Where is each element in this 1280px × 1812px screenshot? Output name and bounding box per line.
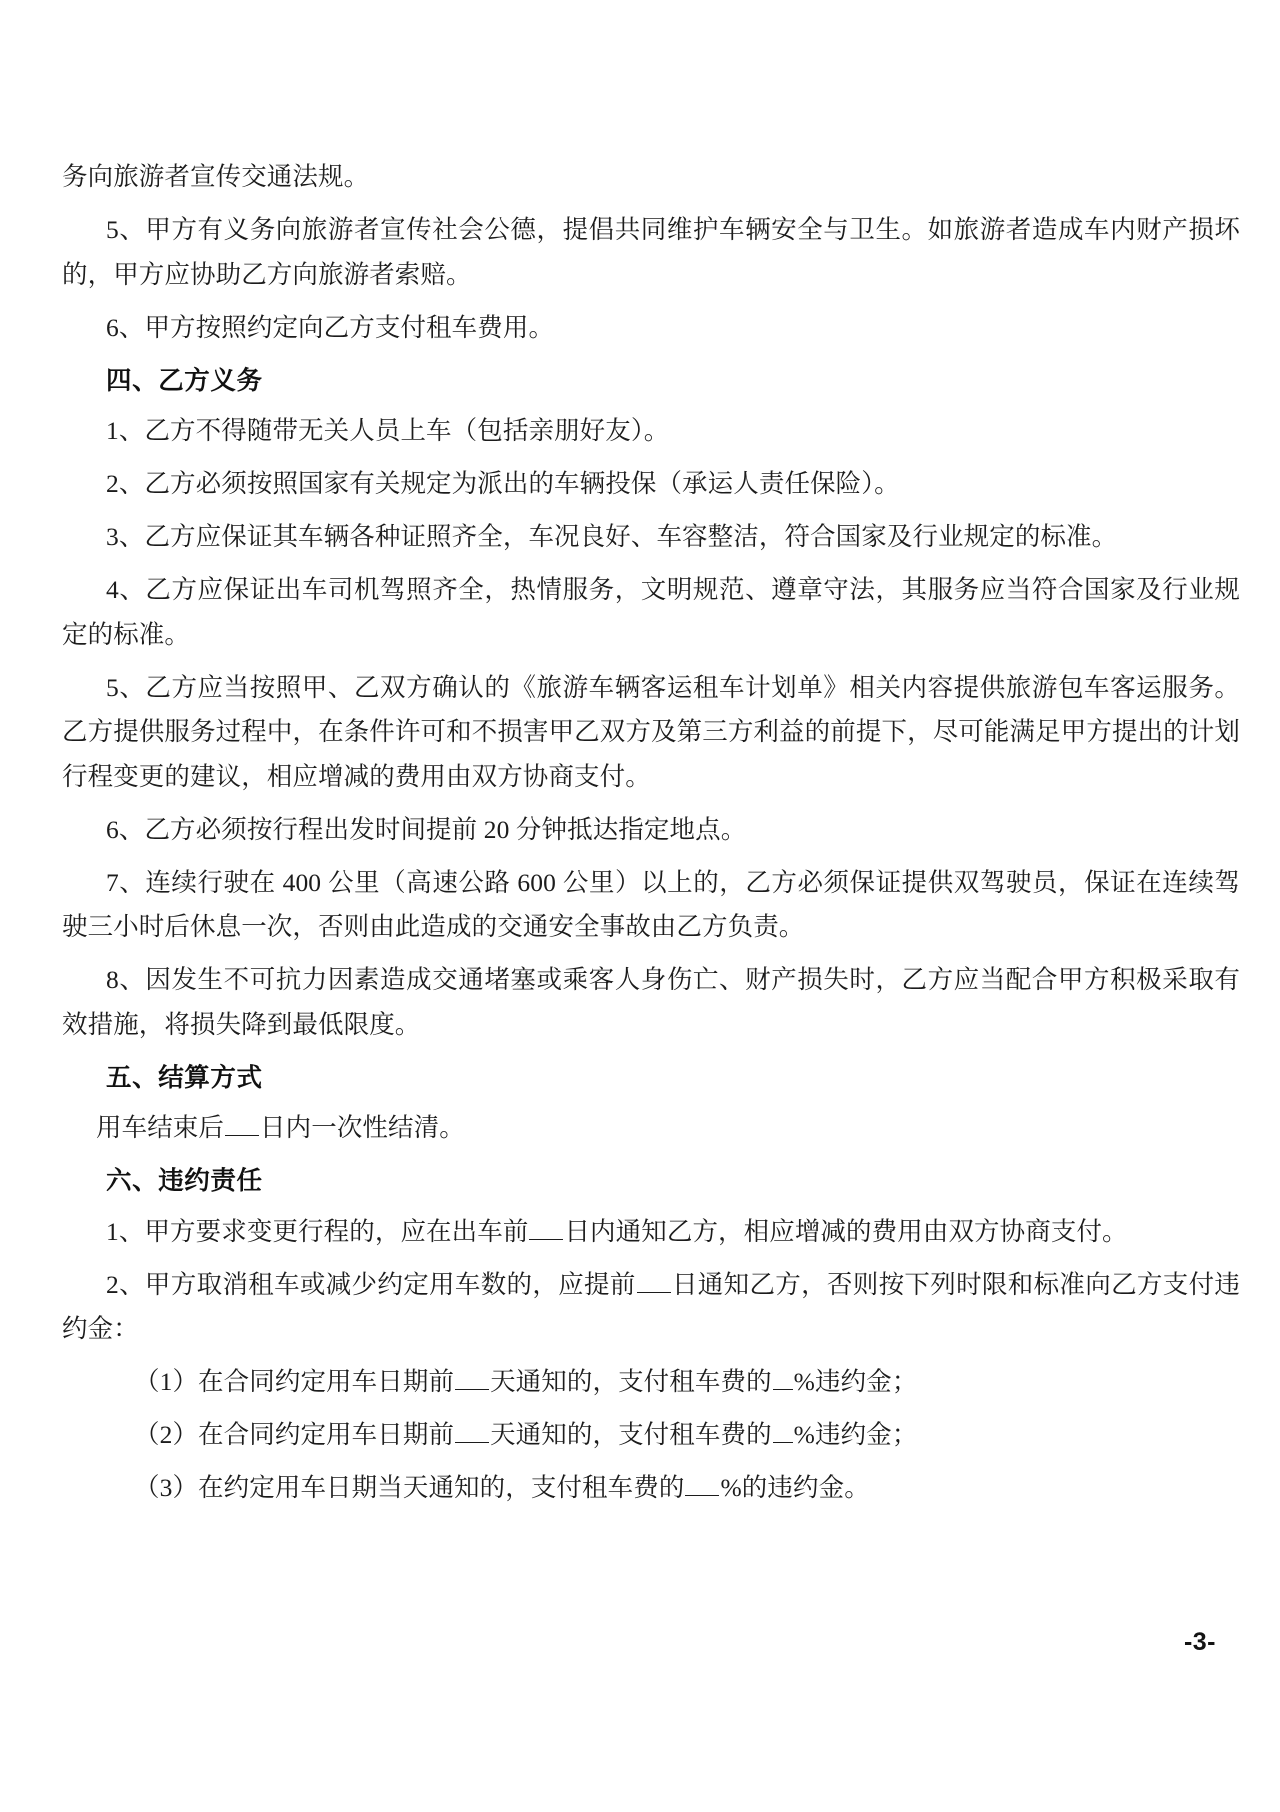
list-item-party-b-2: 2、乙方必须按照国家有关规定为派出的车辆投保（承运人责任保险）。 [106,469,900,498]
breach-2-days-blank[interactable] [637,1267,671,1292]
breach-2a-text-1: （1）在合同约定用车日期前 [134,1367,455,1396]
settlement-clause [62,1106,1240,1151]
breach-2c-text-1: （3）在约定用车日期当天通知的，支付租车费的 [134,1473,685,1502]
breach-2b-text-3: %违约金； [793,1420,918,1449]
list-item-party-a-5: 5、甲方有义务向旅游者宣传社会公德，提倡共同维护车辆安全与卫生。如旅游者造成车内财产损坏的，甲方应协助乙方向旅游者索赔。 [62,215,1240,289]
list-item-party-a-6: 6、甲方按照约定向乙方支付租车费用。 [106,312,555,342]
list-item-party-b-8: 8、因发生不可抗力因素造成交通堵塞或乘客人身伤亡、财产损失时，乙方应当配合甲方积极采取有效措施，将损失降到最低限度。 [62,965,1240,1039]
document-body [62,155,1240,1519]
breach-2c-percent-blank[interactable] [685,1471,719,1496]
section-heading-four: 四、乙方义务 [106,365,263,395]
list-item-party-b-4: 4、乙方应保证出车司机驾照齐全，热情服务，文明规范、遵章守法，其服务应当符合国家及行业规定的标准。 [62,575,1240,649]
list-item-breach-2-b [62,1413,1240,1458]
breach-1-days-blank[interactable] [529,1214,563,1239]
paragraph-carryover: 务向旅游者宣传交通法规。 [62,162,370,191]
list-item-party-b-1: 1、乙方不得随带无关人员上车（包括亲朋好友）。 [106,416,670,445]
breach-2b-days-blank[interactable] [455,1418,489,1443]
page-number: -3- [1183,1628,1216,1656]
list-item-party-b-5: 5、乙方应当按照甲、乙双方确认的《旅游车辆客运租车计划单》相关内容提供旅游包车客运服务。乙方提供服务过程中，在条件许可和不损害甲乙双方及第三方利益的前提下，尽可能满足甲方提出的计划行程变更的建议，相应增减的费用由双方协商支付。 [62,672,1240,791]
breach-2-text-2: 日通知乙方，否则按下列时限和标准向乙方支付违约金： [62,1269,1241,1343]
breach-2a-days-blank[interactable] [455,1365,489,1390]
breach-2-text-1: 2、甲方取消租车或减少约定用车数的，应提前 [106,1269,636,1299]
list-item-breach-1 [62,1210,1240,1255]
breach-2a-percent-blank[interactable] [773,1365,793,1390]
list-item-breach-2 [62,1263,1240,1352]
list-item-party-b-6: 6、乙方必须按行程出发时间提前 20 分钟抵达指定地点。 [106,814,747,844]
section-heading-six: 六、违约责任 [106,1166,263,1195]
list-item-party-b-3: 3、乙方应保证其车辆各种证照齐全，车况良好、车容整洁，符合国家及行业规定的标准。 [106,522,1118,551]
section-heading-five: 五、结算方式 [106,1062,263,1092]
settlement-text-2: 日内一次性结清。 [260,1113,465,1142]
list-item-breach-2-c [62,1466,1240,1511]
breach-1-text-1: 1、甲方要求变更行程的，应在出车前 [106,1216,529,1246]
settlement-days-blank[interactable] [225,1111,259,1136]
breach-2b-text-2: 天通知的，支付租车费的 [490,1420,772,1449]
list-item-breach-2-a [62,1360,1240,1405]
breach-2b-text-1: （2）在合同约定用车日期前 [134,1420,455,1449]
breach-1-text-2: 日内通知乙方，相应增减的费用由双方协商支付。 [564,1216,1128,1246]
breach-2c-text-2: %的违约金。 [720,1473,870,1502]
breach-2a-text-2: 天通知的，支付租车费的 [490,1367,772,1396]
settlement-text-1: 用车结束后 [96,1113,225,1142]
breach-2a-text-3: %违约金； [793,1367,918,1396]
breach-2b-percent-blank[interactable] [773,1418,793,1443]
list-item-party-b-7: 7、连续行驶在 400 公里（高速公路 600 公里）以上的，乙方必须保证提供双驾驶员，保证在连续驾驶三小时后休息一次，否则由此造成的交通安全事故由乙方负责。 [62,867,1240,941]
